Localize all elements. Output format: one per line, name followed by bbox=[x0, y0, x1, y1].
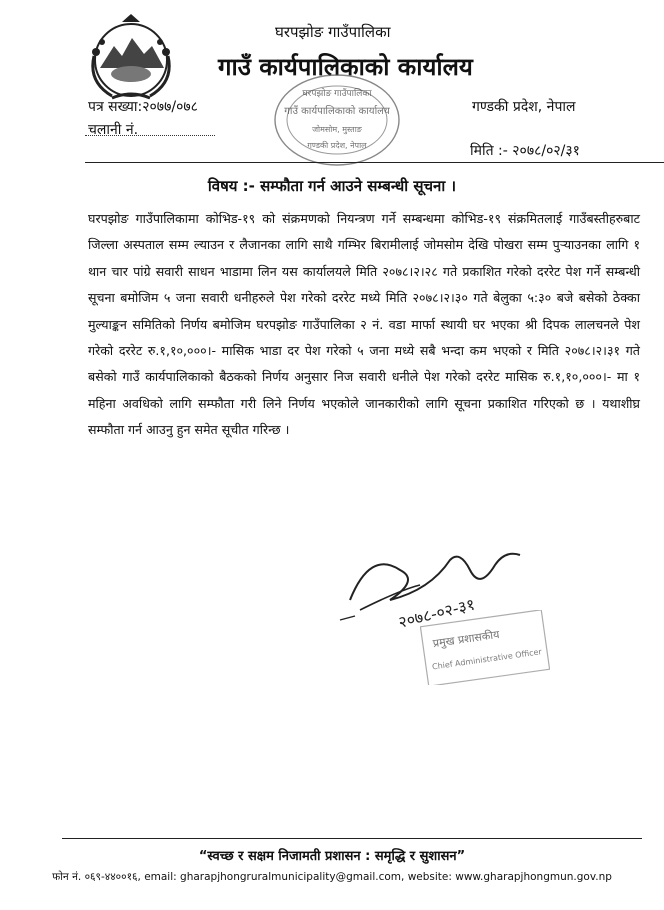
footer-divider bbox=[62, 838, 642, 839]
seal-line-4: गण्डकी प्रदेश, नेपाल bbox=[307, 141, 367, 150]
notice-body: घरपझोङ गाउँपालिकामा कोभिड-१९ को संक्रमणको नियन्त्रण गर्ने सम्बन्धमा कोभिड-१९ संक्रमितलाई गाउँबस्तीहरुबाट जिल्ला अस्पताल सम्म ल्याउन र लैजानका लागि साथै गम्भिर बिरामीलाई जोमसोम देखि पोखरा सम्म पुऱ्याउनका लागि १ थान चार पांग्रे सवारी साधन भाडामा लिन यस कार्यालयले मिति २०७८।२।२८ गते प्रकाशित गरेको दररेट पेश गर्ने सम्बन्धी सूचना बमोजिम ५ जना सवारी धनीहरुले पेश गरेको दररेट मध्ये मिति २०७८।२।३० गते बेलुका ५:३० बजे बसेको ठेक्का मुल्याङ्कन समितिको निर्णय बमोजिम घरपझोङ गाउँपालिका २ नं. वडा मार्फा स्थायी घर भएका श्री दिपक लालचनले पेश गरेको दररेट रु.१,१०,०००।- मासिक भाडा दर पेश गरेको ५ जना मध्ये सबै भन्दा कम भएको र मिति २०७८।२।३१ गते बसेको गाउँ कार्यपालिकाको बैठकको निर्णय अनुसार निज सवारी धनीले पेश गरेको दररेट मासिक रु.१,१०,०००।- मा १ महिना अवधिको लागि सम्फौता गरी लिने निर्णय भएकोले जानकारीको लागि सूचना प्रकाशित गरिएको छ । यथाशीघ्र सम्फौता गर्न आउनु हुन समेत सूचीत गरिन्छ । bbox=[88, 211, 640, 438]
dispatch-number: चलानी नं. bbox=[88, 122, 139, 138]
province-label: गण्डकी प्रदेश, नेपाल bbox=[472, 99, 576, 115]
seal-line-1: घरपझोङ गाउँपालिका bbox=[302, 89, 372, 99]
footer-motto: “स्वच्छ र सक्षम निजामती प्रशासन : समृद्धि र सुशासन” bbox=[198, 849, 466, 864]
footer-website[interactable]: www.gharapjhongmun.gov.np bbox=[455, 871, 612, 883]
footer-phone: फोन नं. ०६९-४४००१६, bbox=[52, 871, 141, 883]
seal-line-2: गाउँ कार्यपालिकाको कार्यालय bbox=[284, 106, 390, 117]
subject-line: विषय :- सम्फौता गर्न आउने सम्बन्धी सूचना । bbox=[207, 177, 457, 195]
footer-email-label: email: bbox=[144, 871, 177, 883]
nepal-emblem-icon bbox=[82, 12, 180, 104]
header-divider bbox=[85, 162, 664, 163]
footer-contact bbox=[0, 870, 664, 884]
org-name: घरपझोङ गाउँपालिका bbox=[275, 23, 391, 41]
reference-number: पत्र सख्या:२०७७/०७८ bbox=[88, 99, 198, 115]
officer-stamp bbox=[420, 610, 550, 685]
stamp-line-2: Chief Administrative Officer bbox=[431, 647, 543, 672]
office-seal-stamp bbox=[272, 70, 402, 170]
signature-date: २०७८-०२-३१ bbox=[396, 594, 477, 632]
office-title: गाउँ कार्यपालिकाको कार्यालय bbox=[218, 53, 473, 81]
seal-line-3: जोमसोम, मुस्ताङ bbox=[312, 125, 362, 134]
letter-date: मिति :- २०७८/०२/३१ bbox=[470, 143, 580, 159]
stamp-line-1: प्रमुख प्रशासकीय bbox=[431, 627, 501, 651]
footer-email[interactable]: gharapjhongruralmunicipality@gmail.com, bbox=[180, 871, 405, 883]
footer-website-label: website: bbox=[407, 871, 452, 883]
